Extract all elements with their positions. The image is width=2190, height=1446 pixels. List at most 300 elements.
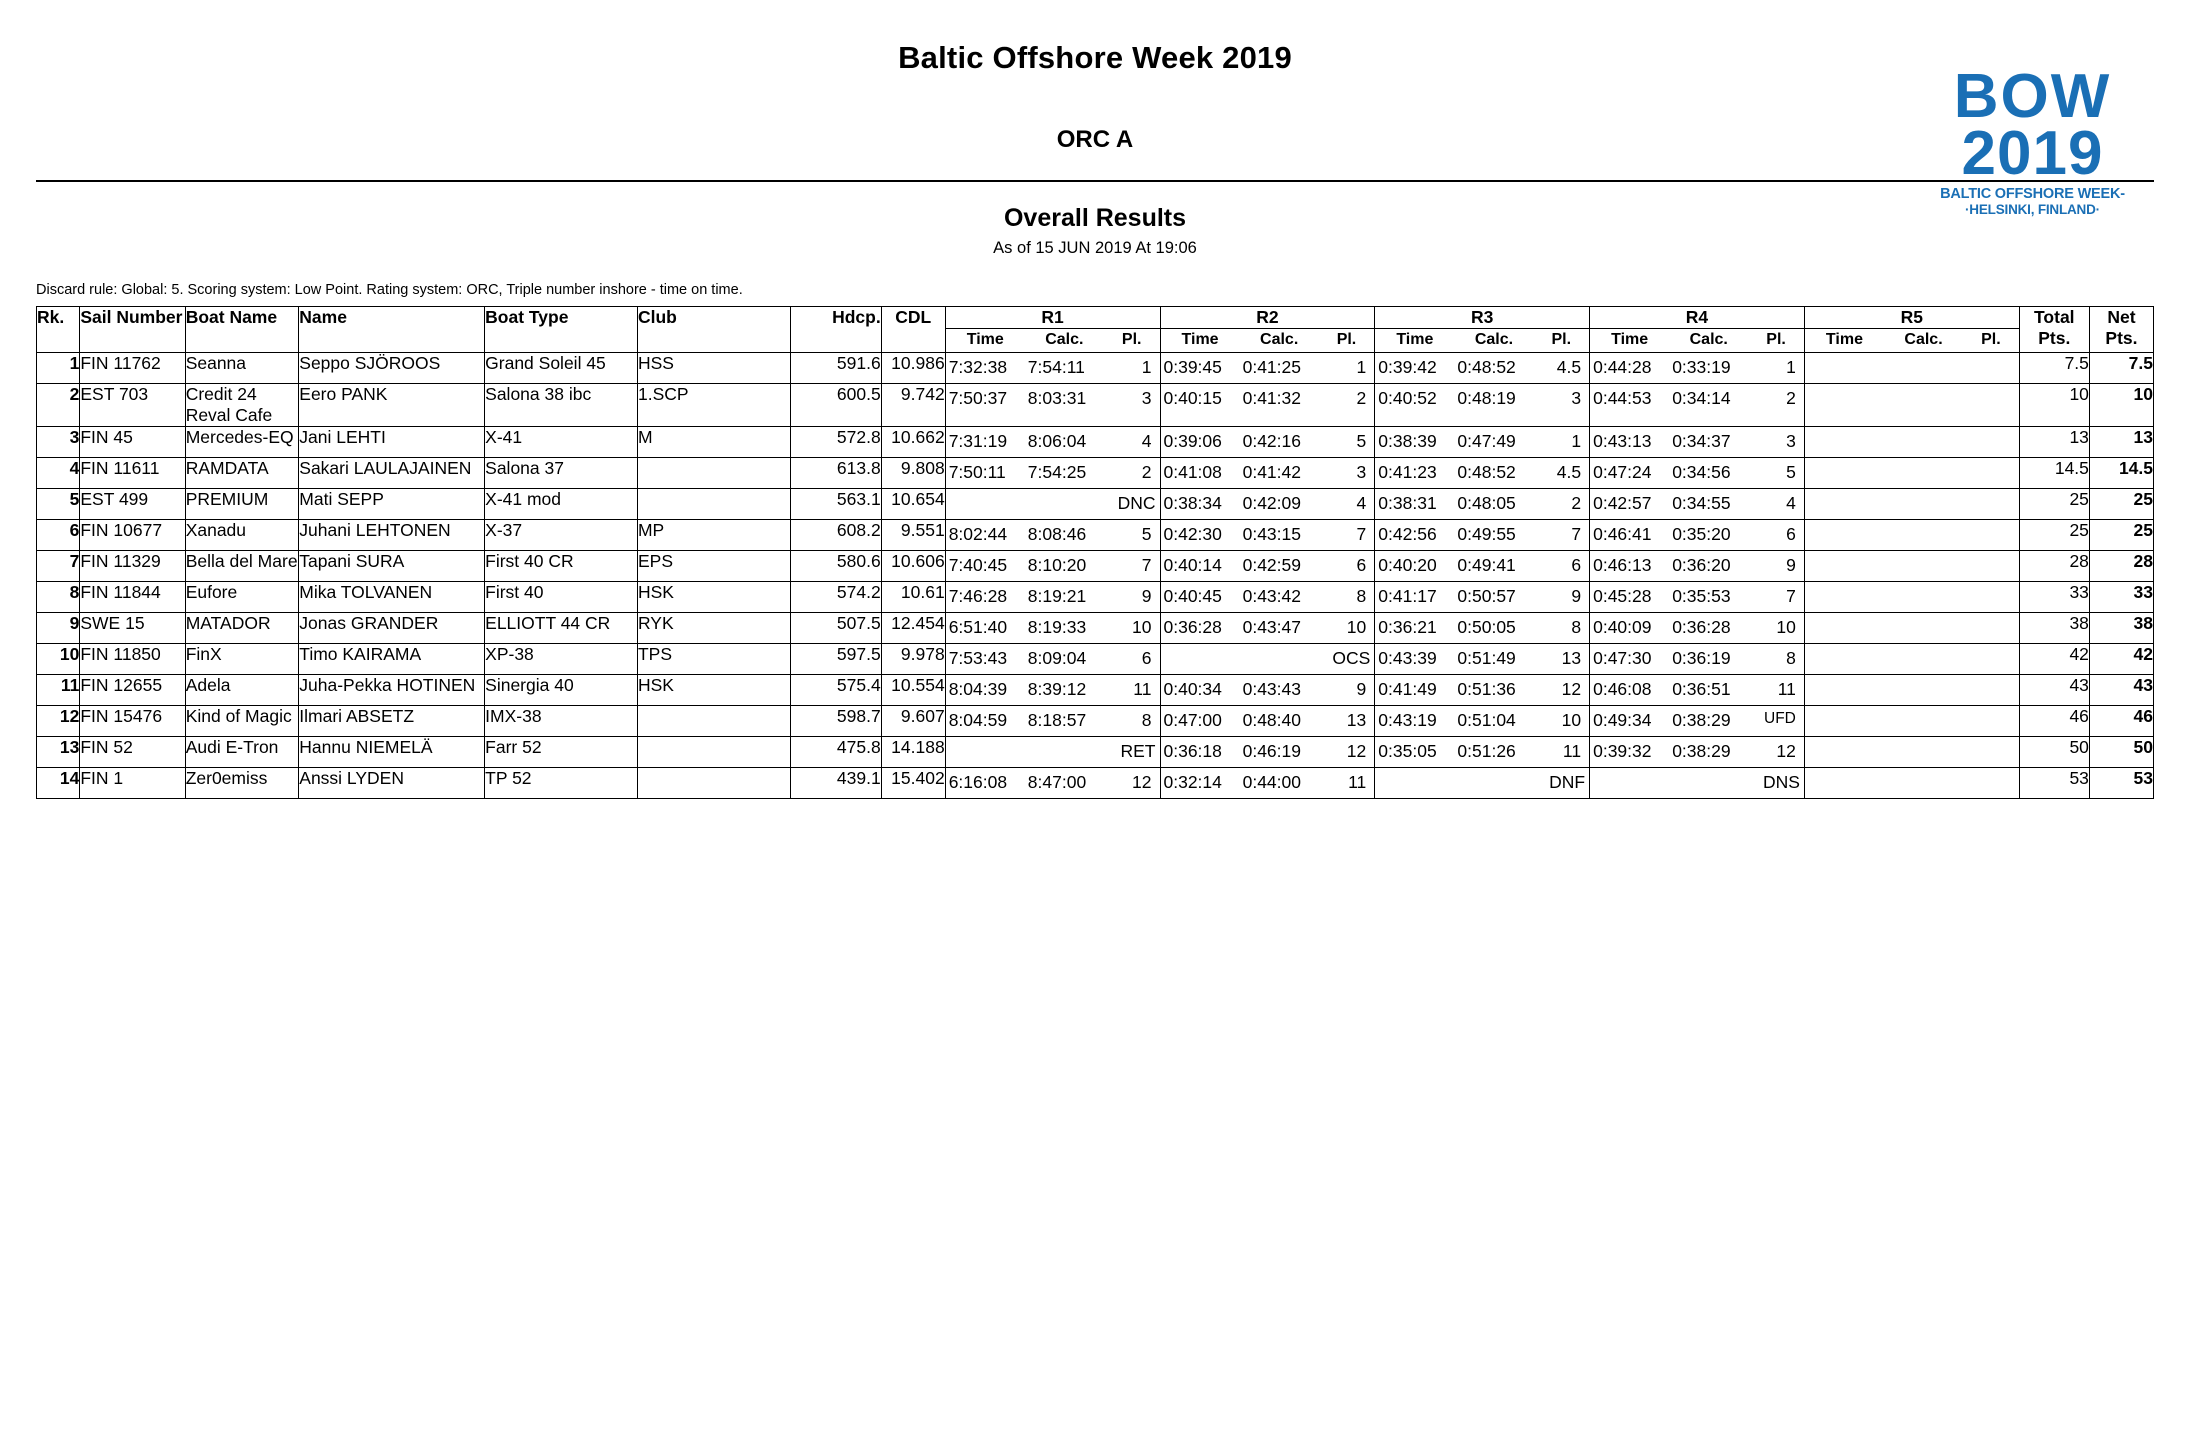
race-place bbox=[1963, 353, 2019, 362]
header-subcols-r1 bbox=[945, 329, 1160, 353]
race-corrected-time: 0:51:49 bbox=[1457, 648, 1516, 668]
race-corrected-time: 0:42:09 bbox=[1242, 493, 1301, 513]
header-total-pts: Total Pts. bbox=[2019, 307, 2089, 353]
row-hdcp: 507.5 bbox=[790, 613, 881, 644]
row-skipper-name: Jonas GRANDER bbox=[299, 613, 485, 644]
row-hdcp: 597.5 bbox=[790, 644, 881, 675]
race-elapsed-time bbox=[1805, 384, 1884, 393]
race-elapsed-time: 0:44:28 bbox=[1593, 357, 1652, 377]
row-race-r3 bbox=[1375, 427, 1590, 458]
race-place: 11 bbox=[1562, 741, 1582, 761]
race-place: 13 bbox=[1346, 710, 1367, 730]
race-elapsed-time bbox=[1805, 768, 1884, 777]
race-corrected-time: 0:41:42 bbox=[1242, 462, 1301, 482]
row-club bbox=[637, 458, 790, 489]
race-elapsed-time: 0:40:14 bbox=[1163, 555, 1222, 575]
row-rank: 2 bbox=[37, 384, 80, 427]
row-race-r2 bbox=[1160, 675, 1375, 706]
header-race-r1: R1 bbox=[945, 307, 1160, 329]
event-logo bbox=[1915, 62, 2150, 218]
race-corrected-time: 0:34:37 bbox=[1672, 431, 1731, 451]
race-place: 1 bbox=[1141, 357, 1152, 377]
row-race-r3 bbox=[1375, 706, 1590, 737]
row-total-points: 42 bbox=[2019, 644, 2089, 675]
row-net-points: 46 bbox=[2089, 706, 2153, 737]
row-boat-type: IMX-38 bbox=[485, 706, 638, 737]
race-place: 9 bbox=[1571, 586, 1582, 606]
results-table-body bbox=[37, 353, 2154, 799]
race-corrected-time: 0:48:40 bbox=[1242, 710, 1301, 730]
race-elapsed-time bbox=[1805, 520, 1884, 529]
race-elapsed-time: 0:38:31 bbox=[1378, 493, 1437, 513]
race-place: 12 bbox=[1561, 679, 1582, 699]
row-race-r5 bbox=[1804, 551, 2019, 582]
race-place: 11 bbox=[1348, 772, 1367, 792]
race-elapsed-time: 7:50:11 bbox=[948, 462, 1006, 482]
row-total-points: 38 bbox=[2019, 613, 2089, 644]
row-hdcp: 439.1 bbox=[790, 768, 881, 799]
race-corrected-time: 8:08:46 bbox=[1027, 524, 1087, 544]
race-place: 11 bbox=[1777, 679, 1796, 699]
race-corrected-time: 0:43:15 bbox=[1242, 524, 1301, 544]
race-place: 1 bbox=[1356, 357, 1367, 377]
race-corrected-time bbox=[1884, 675, 1963, 684]
row-boat-name: FinX bbox=[185, 644, 299, 675]
row-race-r4 bbox=[1590, 489, 1805, 520]
race-elapsed-time: 0:35:05 bbox=[1378, 741, 1437, 761]
race-place: 2 bbox=[1786, 388, 1796, 408]
row-race-r2 bbox=[1160, 768, 1375, 799]
row-race-r2 bbox=[1160, 353, 1375, 384]
row-race-r4 bbox=[1590, 675, 1805, 706]
row-hdcp: 600.5 bbox=[790, 384, 881, 427]
race-corrected-time: 0:36:51 bbox=[1672, 679, 1731, 699]
row-sail-number: EST 703 bbox=[80, 384, 185, 427]
race-place bbox=[1963, 613, 2019, 622]
row-hdcp: 580.6 bbox=[790, 551, 881, 582]
row-race-r1 bbox=[945, 353, 1160, 384]
race-corrected-time: 0:43:43 bbox=[1242, 679, 1301, 699]
race-elapsed-time: 8:02:44 bbox=[948, 524, 1008, 544]
race-place: 3 bbox=[1356, 462, 1367, 482]
header-name: Name bbox=[299, 307, 485, 353]
header-hdcp: Hdcp. bbox=[790, 307, 881, 353]
row-race-r5 bbox=[1804, 675, 2019, 706]
row-cdl: 14.188 bbox=[881, 737, 945, 768]
race-place: 7 bbox=[1356, 524, 1367, 544]
race-place: 7 bbox=[1141, 555, 1152, 575]
row-race-r3 bbox=[1375, 644, 1590, 675]
race-place: 3 bbox=[1571, 388, 1582, 408]
row-net-points: 28 bbox=[2089, 551, 2153, 582]
header-calc-r4: Calc. bbox=[1689, 331, 1728, 348]
table-row bbox=[37, 427, 2154, 458]
race-place: 12 bbox=[1132, 772, 1152, 792]
header-time-r2: Time bbox=[1181, 331, 1219, 348]
row-boat-type: Farr 52 bbox=[485, 737, 638, 768]
row-race-r4 bbox=[1590, 644, 1805, 675]
race-corrected-time: 0:48:19 bbox=[1457, 388, 1516, 408]
race-corrected-time bbox=[1884, 520, 1963, 529]
race-place bbox=[1963, 427, 2019, 436]
row-total-points: 10 bbox=[2019, 384, 2089, 427]
race-elapsed-time: 0:43:19 bbox=[1378, 710, 1437, 730]
row-hdcp: 563.1 bbox=[790, 489, 881, 520]
race-corrected-time: 0:36:28 bbox=[1672, 617, 1731, 637]
row-rank: 5 bbox=[37, 489, 80, 520]
table-row bbox=[37, 520, 2154, 551]
row-club bbox=[637, 737, 790, 768]
race-corrected-time: 0:43:47 bbox=[1242, 617, 1301, 637]
race-corrected-time: 0:38:29 bbox=[1672, 710, 1731, 730]
row-boat-name: RAMDATA bbox=[185, 458, 299, 489]
row-race-r2 bbox=[1160, 520, 1375, 551]
race-elapsed-time: 0:39:45 bbox=[1163, 357, 1222, 377]
race-place: 3 bbox=[1786, 431, 1796, 451]
logo-subtitle-1: BALTIC OFFSHORE WEEK- bbox=[1940, 186, 2125, 203]
race-elapsed-time bbox=[1805, 737, 1884, 746]
race-elapsed-time: 6:51:40 bbox=[948, 617, 1008, 637]
row-rank: 4 bbox=[37, 458, 80, 489]
race-place: 9 bbox=[1786, 555, 1796, 575]
row-race-r2 bbox=[1160, 458, 1375, 489]
row-sail-number: FIN 11850 bbox=[80, 644, 185, 675]
race-place: 1 bbox=[1786, 357, 1796, 377]
race-elapsed-time: 0:39:42 bbox=[1378, 357, 1437, 377]
row-race-r5 bbox=[1804, 582, 2019, 613]
row-race-r4 bbox=[1590, 582, 1805, 613]
row-cdl: 10.654 bbox=[881, 489, 945, 520]
race-place: 5 bbox=[1141, 524, 1152, 544]
race-corrected-time bbox=[1884, 613, 1963, 622]
race-corrected-time: 0:42:59 bbox=[1242, 555, 1301, 575]
race-elapsed-time: 0:42:56 bbox=[1378, 524, 1437, 544]
table-row bbox=[37, 768, 2154, 799]
row-boat-name: Zer0emiss bbox=[185, 768, 299, 799]
race-elapsed-time bbox=[1805, 644, 1884, 653]
row-total-points: 25 bbox=[2019, 520, 2089, 551]
race-flag: DNC bbox=[1117, 493, 1156, 513]
race-corrected-time: 0:35:20 bbox=[1672, 524, 1731, 544]
row-rank: 11 bbox=[37, 675, 80, 706]
row-race-r1 bbox=[945, 706, 1160, 737]
header-pl-r2: Pl. bbox=[1336, 331, 1357, 348]
row-hdcp: 572.8 bbox=[790, 427, 881, 458]
row-club: HSS bbox=[637, 353, 790, 384]
row-skipper-name: Mika TOLVANEN bbox=[299, 582, 485, 613]
row-race-r3 bbox=[1375, 613, 1590, 644]
row-club: MP bbox=[637, 520, 790, 551]
row-total-points: 7.5 bbox=[2019, 353, 2089, 384]
row-race-r3 bbox=[1375, 353, 1590, 384]
race-place bbox=[1963, 768, 2019, 777]
row-total-points: 53 bbox=[2019, 768, 2089, 799]
row-club: TPS bbox=[637, 644, 790, 675]
race-place bbox=[1963, 458, 2019, 467]
row-skipper-name: Tapani SURA bbox=[299, 551, 485, 582]
row-race-r4 bbox=[1590, 427, 1805, 458]
row-race-r2 bbox=[1160, 384, 1375, 427]
race-elapsed-time: 0:46:41 bbox=[1593, 524, 1652, 544]
race-corrected-time: 0:34:56 bbox=[1672, 462, 1731, 482]
race-place: 10 bbox=[1346, 617, 1367, 637]
header-time-r1: Time bbox=[966, 331, 1004, 348]
row-net-points: 53 bbox=[2089, 768, 2153, 799]
row-sail-number: FIN 12655 bbox=[80, 675, 185, 706]
race-place: 6 bbox=[1786, 524, 1796, 544]
row-race-r3 bbox=[1375, 489, 1590, 520]
race-elapsed-time: 8:04:59 bbox=[948, 710, 1008, 730]
race-corrected-time: 0:51:04 bbox=[1457, 710, 1516, 730]
race-elapsed-time bbox=[1805, 582, 1884, 591]
race-elapsed-time bbox=[1805, 551, 1884, 560]
row-net-points: 25 bbox=[2089, 489, 2153, 520]
row-sail-number: FIN 11762 bbox=[80, 353, 185, 384]
row-rank: 1 bbox=[37, 353, 80, 384]
row-total-points: 28 bbox=[2019, 551, 2089, 582]
race-place: 4.5 bbox=[1556, 462, 1582, 482]
race-place: 4 bbox=[1356, 493, 1367, 513]
row-skipper-name: Mati SEPP bbox=[299, 489, 485, 520]
race-corrected-time: 8:47:00 bbox=[1027, 772, 1087, 792]
race-elapsed-time bbox=[1805, 489, 1884, 498]
row-cdl: 9.808 bbox=[881, 458, 945, 489]
race-corrected-time bbox=[1884, 644, 1963, 653]
row-rank: 10 bbox=[37, 644, 80, 675]
row-race-r1 bbox=[945, 582, 1160, 613]
table-header-row-1 bbox=[37, 307, 2154, 329]
logo-subtitle-2: ·HELSINKI, FINLAND· bbox=[1965, 202, 2100, 218]
race-place: 4.5 bbox=[1556, 357, 1582, 377]
race-elapsed-time: 0:41:17 bbox=[1378, 586, 1437, 606]
race-place bbox=[1963, 551, 2019, 560]
race-corrected-time bbox=[1884, 768, 1963, 777]
race-elapsed-time: 7:32:38 bbox=[948, 357, 1008, 377]
row-race-r1 bbox=[945, 520, 1160, 551]
race-corrected-time bbox=[1884, 427, 1963, 436]
results-page bbox=[0, 40, 2190, 1446]
row-sail-number: FIN 52 bbox=[80, 737, 185, 768]
race-elapsed-time bbox=[1805, 675, 1884, 684]
race-place bbox=[1963, 675, 2019, 684]
row-skipper-name: Juha-Pekka HOTINEN bbox=[299, 675, 485, 706]
race-corrected-time: 0:41:32 bbox=[1242, 388, 1301, 408]
row-skipper-name: Eero PANK bbox=[299, 384, 485, 427]
race-corrected-time: 0:50:57 bbox=[1457, 586, 1516, 606]
row-net-points: 43 bbox=[2089, 675, 2153, 706]
table-row bbox=[37, 489, 2154, 520]
race-corrected-time: 0:48:52 bbox=[1457, 462, 1516, 482]
race-flag: DNS bbox=[1762, 772, 1800, 792]
row-cdl: 9.978 bbox=[881, 644, 945, 675]
race-elapsed-time: 7:31:19 bbox=[948, 431, 1008, 451]
row-net-points: 25 bbox=[2089, 520, 2153, 551]
header-rank: Rk. bbox=[37, 307, 80, 353]
race-place: 8 bbox=[1141, 710, 1152, 730]
row-boat-name: Mercedes-EQ bbox=[185, 427, 299, 458]
header-boat-name: Boat Name bbox=[185, 307, 299, 353]
row-race-r4 bbox=[1590, 520, 1805, 551]
header-time-r4: Time bbox=[1611, 331, 1649, 348]
row-boat-name: Adela bbox=[185, 675, 299, 706]
row-hdcp: 591.6 bbox=[790, 353, 881, 384]
race-flag: DNF bbox=[1549, 772, 1586, 792]
row-skipper-name: Seppo SJÖROOS bbox=[299, 353, 485, 384]
row-boat-name: MATADOR bbox=[185, 613, 299, 644]
row-sail-number: FIN 10677 bbox=[80, 520, 185, 551]
row-cdl: 15.402 bbox=[881, 768, 945, 799]
race-elapsed-time: 0:40:09 bbox=[1593, 617, 1652, 637]
row-hdcp: 613.8 bbox=[790, 458, 881, 489]
race-place: 3 bbox=[1141, 388, 1152, 408]
race-corrected-time: 0:49:41 bbox=[1457, 555, 1516, 575]
header-pl-r4: Pl. bbox=[1766, 331, 1786, 348]
race-elapsed-time: 0:38:34 bbox=[1163, 493, 1222, 513]
row-skipper-name: Sakari LAULAJAINEN bbox=[299, 458, 485, 489]
row-boat-type: ELLIOTT 44 CR bbox=[485, 613, 638, 644]
race-corrected-time bbox=[1884, 737, 1963, 746]
row-club: M bbox=[637, 427, 790, 458]
row-race-r2 bbox=[1160, 737, 1375, 768]
row-hdcp: 475.8 bbox=[790, 737, 881, 768]
table-row bbox=[37, 644, 2154, 675]
row-race-r2 bbox=[1160, 644, 1375, 675]
row-cdl: 9.551 bbox=[881, 520, 945, 551]
race-corrected-time: 0:49:55 bbox=[1457, 524, 1516, 544]
header-calc-r2: Calc. bbox=[1260, 331, 1299, 348]
row-race-r3 bbox=[1375, 675, 1590, 706]
header-calc-r5: Calc. bbox=[1904, 331, 1943, 348]
race-elapsed-time: 0:40:15 bbox=[1163, 388, 1222, 408]
row-race-r3 bbox=[1375, 458, 1590, 489]
race-place bbox=[1963, 489, 2019, 498]
header-calc-r1: Calc. bbox=[1045, 331, 1084, 348]
row-race-r3 bbox=[1375, 551, 1590, 582]
table-row bbox=[37, 384, 2154, 427]
row-race-r5 bbox=[1804, 489, 2019, 520]
race-place bbox=[1963, 644, 2019, 653]
race-flag: OCS bbox=[1332, 648, 1371, 668]
header-calc-r3: Calc. bbox=[1474, 331, 1514, 348]
race-place: 13 bbox=[1561, 648, 1582, 668]
row-race-r5 bbox=[1804, 644, 2019, 675]
row-cdl: 9.742 bbox=[881, 384, 945, 427]
race-corrected-time: 0:46:19 bbox=[1242, 741, 1301, 761]
race-corrected-time bbox=[1884, 384, 1963, 393]
race-corrected-time: 0:47:49 bbox=[1457, 431, 1516, 451]
race-place: 2 bbox=[1571, 493, 1582, 513]
race-corrected-time bbox=[1884, 458, 1963, 467]
row-rank: 9 bbox=[37, 613, 80, 644]
race-elapsed-time: 0:43:13 bbox=[1593, 431, 1652, 451]
row-cdl: 10.662 bbox=[881, 427, 945, 458]
race-elapsed-time bbox=[1805, 427, 1884, 436]
row-club: EPS bbox=[637, 551, 790, 582]
header-subcols-r5 bbox=[1804, 329, 2019, 353]
race-place: 12 bbox=[1346, 741, 1367, 761]
race-elapsed-time bbox=[1805, 353, 1884, 362]
row-total-points: 50 bbox=[2019, 737, 2089, 768]
row-race-r4 bbox=[1590, 737, 1805, 768]
row-race-r1 bbox=[945, 737, 1160, 768]
header-cdl: CDL bbox=[881, 307, 945, 353]
race-corrected-time: 8:09:04 bbox=[1027, 648, 1087, 668]
row-boat-type: Sinergia 40 bbox=[485, 675, 638, 706]
row-race-r2 bbox=[1160, 551, 1375, 582]
race-place: 10 bbox=[1776, 617, 1796, 637]
race-corrected-time bbox=[1884, 582, 1963, 591]
row-race-r1 bbox=[945, 675, 1160, 706]
row-club bbox=[637, 768, 790, 799]
row-race-r1 bbox=[945, 613, 1160, 644]
row-skipper-name: Jani LEHTI bbox=[299, 427, 485, 458]
table-row bbox=[37, 458, 2154, 489]
race-place bbox=[1963, 737, 2019, 746]
row-sail-number: FIN 45 bbox=[80, 427, 185, 458]
race-place bbox=[1963, 582, 2019, 591]
race-corrected-time: 0:38:29 bbox=[1672, 741, 1731, 761]
race-corrected-time: 0:42:16 bbox=[1242, 431, 1301, 451]
table-row bbox=[37, 551, 2154, 582]
race-elapsed-time: 7:40:45 bbox=[948, 555, 1008, 575]
table-row bbox=[37, 737, 2154, 768]
race-corrected-time: 0:51:36 bbox=[1457, 679, 1516, 699]
race-elapsed-time: 0:42:30 bbox=[1163, 524, 1222, 544]
race-corrected-time: 8:39:12 bbox=[1027, 679, 1087, 699]
race-corrected-time: 0:35:53 bbox=[1672, 586, 1731, 606]
race-place: 9 bbox=[1356, 679, 1367, 699]
race-elapsed-time: 0:40:20 bbox=[1378, 555, 1437, 575]
page-title: Baltic Offshore Week 2019 bbox=[898, 40, 1292, 75]
race-corrected-time bbox=[1884, 353, 1963, 362]
race-corrected-time: 0:43:42 bbox=[1242, 586, 1301, 606]
row-race-r3 bbox=[1375, 520, 1590, 551]
race-place: 9 bbox=[1141, 586, 1152, 606]
header-subcols-r2 bbox=[1160, 329, 1375, 353]
table-row bbox=[37, 613, 2154, 644]
race-place: 2 bbox=[1141, 462, 1152, 482]
race-elapsed-time: 0:42:57 bbox=[1593, 493, 1652, 513]
row-boat-type: X-41 mod bbox=[485, 489, 638, 520]
race-elapsed-time: 8:04:39 bbox=[948, 679, 1008, 699]
row-race-r5 bbox=[1804, 706, 2019, 737]
header-sail-number: Sail Number bbox=[80, 307, 185, 353]
row-total-points: 25 bbox=[2019, 489, 2089, 520]
race-corrected-time: 0:34:14 bbox=[1672, 388, 1731, 408]
row-total-points: 43 bbox=[2019, 675, 2089, 706]
race-elapsed-time: 0:41:08 bbox=[1163, 462, 1222, 482]
row-race-r2 bbox=[1160, 427, 1375, 458]
row-sail-number: FIN 11611 bbox=[80, 458, 185, 489]
header-subcols-r4 bbox=[1590, 329, 1805, 353]
race-place bbox=[1963, 520, 2019, 529]
row-race-r2 bbox=[1160, 582, 1375, 613]
row-net-points: 38 bbox=[2089, 613, 2153, 644]
race-elapsed-time: 0:39:32 bbox=[1593, 741, 1652, 761]
race-place: 8 bbox=[1786, 648, 1796, 668]
row-race-r1 bbox=[945, 384, 1160, 427]
race-elapsed-time: 0:36:18 bbox=[1163, 741, 1222, 761]
race-place: 7 bbox=[1786, 586, 1796, 606]
race-elapsed-time bbox=[1805, 613, 1884, 622]
row-club: RYK bbox=[637, 613, 790, 644]
row-boat-name: Xanadu bbox=[185, 520, 299, 551]
table-row bbox=[37, 582, 2154, 613]
row-race-r2 bbox=[1160, 489, 1375, 520]
race-place: 5 bbox=[1786, 462, 1796, 482]
race-elapsed-time: 0:45:28 bbox=[1593, 586, 1652, 606]
row-rank: 12 bbox=[37, 706, 80, 737]
